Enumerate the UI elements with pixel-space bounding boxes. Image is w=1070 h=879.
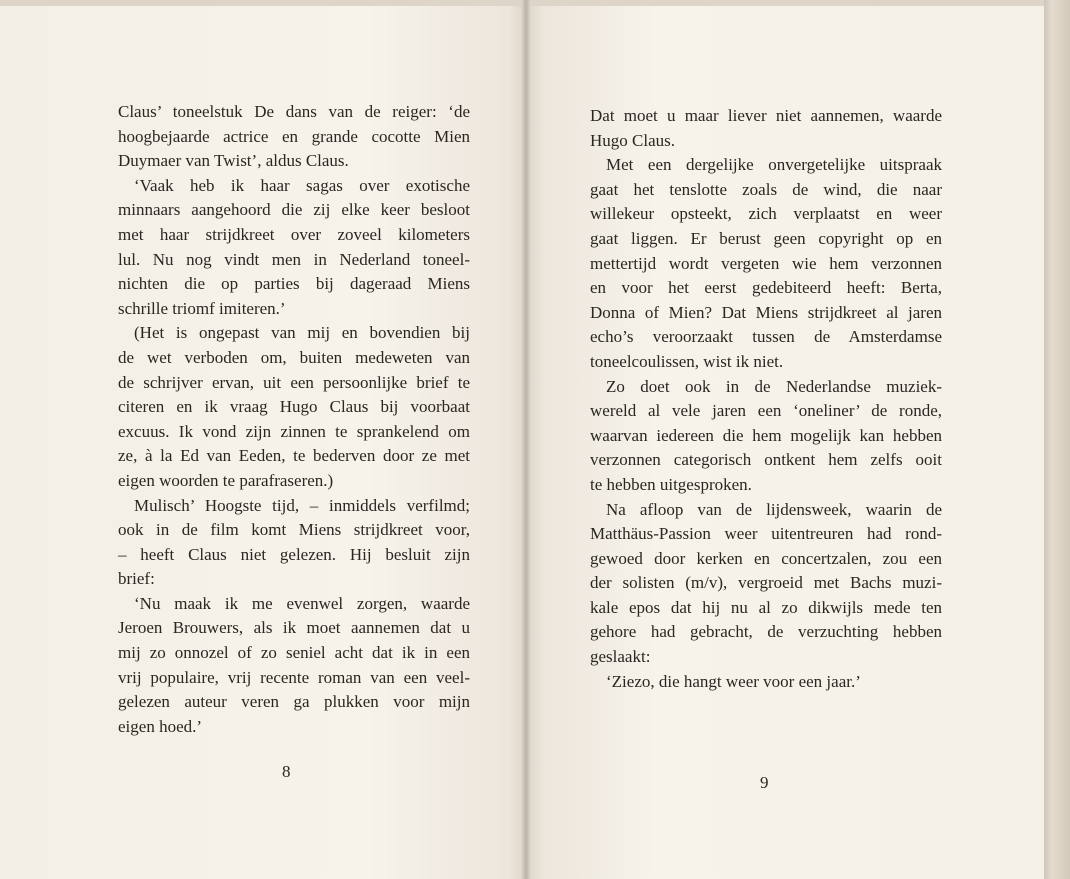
text-line: gelezen auteur veren ga plukken voor mijn	[118, 692, 470, 712]
text-line: Matthäus-Passion weer uitentreuren had rond-	[590, 524, 942, 544]
text-line: mettertijd wordt vergeten wie hem verzonnen	[590, 253, 942, 273]
text-line: hoogbejaarde actrice en grande cocotte Mien	[118, 126, 470, 146]
paragraph	[590, 670, 942, 695]
text-line: – heeft Claus niet gelezen. Hij besluit zijn	[118, 544, 470, 564]
paragraph	[118, 100, 470, 174]
text-line: gehore had gebracht, de verzuchting hebben	[590, 622, 942, 642]
text-line: gaat het tenslotte zoals de wind, die naar	[590, 179, 942, 199]
paragraph	[590, 153, 942, 374]
text-line: toneelcoulissen, wist ik niet.	[590, 351, 784, 371]
paragraph	[590, 498, 942, 670]
text-line: excuus. Ik vond zijn zinnen te sprankelend om	[118, 421, 470, 441]
text-line: Mulisch’ Hoogste tijd, – inmiddels verfilmd;	[134, 495, 470, 515]
page-number-left: 8	[282, 762, 291, 781]
text-line: eigen hoed.’	[118, 716, 203, 736]
text-line: gewoed door kerken en concertzalen, zou een	[590, 548, 942, 568]
text-line: Jeroen Brouwers, als ik moet aannemen dat u	[118, 618, 470, 638]
text-line: mij zo onnozel of zo seniel acht dat ik in een	[118, 643, 470, 663]
page-number-right: 9	[760, 773, 769, 792]
text-line: met haar strijdkreet over zoveel kilometers	[118, 224, 470, 244]
text-line: de schrijver ervan, uit een persoonlijke brief te	[118, 372, 470, 392]
text-line: te hebben uitgesproken.	[590, 474, 752, 494]
text-line: ze, à la Ed van Eeden, te bederven door ze met	[118, 446, 470, 466]
paragraph	[590, 375, 942, 498]
text-line: ‘Nu maak ik me evenwel zorgen, waarde	[134, 593, 470, 613]
text-line: (Het is ongepast van mij en bovendien bij	[134, 323, 470, 343]
text-line: gaat liggen. Er berust geen copyright op en	[590, 228, 942, 248]
left-page-body	[118, 100, 470, 739]
text-line: Donna of Mien? Dat Miens strijdkreet al jaren	[590, 302, 942, 322]
right-page-body	[590, 104, 942, 694]
text-line: der solisten (m/v), vergroeid met Bachs muzi-	[590, 573, 942, 593]
text-line: Dat moet u maar liever niet aannemen, waarde	[590, 106, 942, 125]
text-line: ‘Ziezo, die hangt weer voor een jaar.’	[606, 671, 861, 691]
book-gutter	[522, 0, 530, 879]
text-line: Hugo Claus.	[590, 130, 675, 150]
text-line: willekeur opsteekt, zich verplaatst en weer	[590, 204, 942, 224]
text-line: Na afloop van de lijdensweek, waarin de	[606, 499, 942, 519]
text-line: lul. Nu nog vindt men in Nederland toneel-	[118, 249, 470, 269]
paragraph	[118, 174, 470, 322]
text-line: schrille triomf imiteren.’	[118, 298, 286, 318]
text-line: minnaars aangehoord die zij elke keer besloot	[118, 200, 470, 220]
paragraph	[590, 104, 942, 153]
text-line: ‘Vaak heb ik haar sagas over exotische	[134, 175, 470, 195]
text-line: Met een dergelijke onvergetelijke uitspraak	[606, 155, 942, 175]
text-line: nichten die op parties bij dageraad Miens	[118, 274, 470, 294]
text-line: kale epos dat hij nu al zo dikwijls mede ten	[590, 597, 942, 617]
text-line: Duymaer van Twist’, aldus Claus.	[118, 151, 349, 171]
text-line: eigen woorden te parafraseren.)	[118, 470, 334, 490]
text-line: waarvan iedereen die hem mogelijk kan hebben	[590, 425, 942, 445]
cover-edge	[1044, 0, 1070, 879]
text-line: echo’s veroorzaakt tussen de Amsterdamse	[590, 327, 942, 347]
text-line: geslaakt:	[590, 647, 651, 667]
text-line: brief:	[118, 569, 155, 589]
text-line: de wet verboden om, buiten medeweten van	[118, 347, 470, 367]
text-line: Zo doet ook in de Nederlandse muziek-	[606, 376, 942, 396]
text-line: verzonnen categorisch ontkent hem zelfs ooit	[590, 450, 942, 470]
paragraph	[118, 494, 470, 592]
paragraph	[118, 592, 470, 740]
text-line: wereld al vele jaren een ‘oneliner’ de ronde,	[590, 401, 942, 421]
text-line: ook in de film komt Miens strijdkreet voor,	[118, 520, 470, 540]
text-line: vrij populaire, vrij recente roman van een veel-	[118, 667, 470, 687]
text-line: Claus’ toneelstuk De dans van de reiger: ‘de	[118, 102, 470, 121]
paragraph	[118, 321, 470, 493]
text-line: citeren en ik vraag Hugo Claus bij voorbaat	[118, 397, 470, 417]
text-line: en voor het eerst gedebiteerd heeft: Berta,	[590, 278, 942, 298]
